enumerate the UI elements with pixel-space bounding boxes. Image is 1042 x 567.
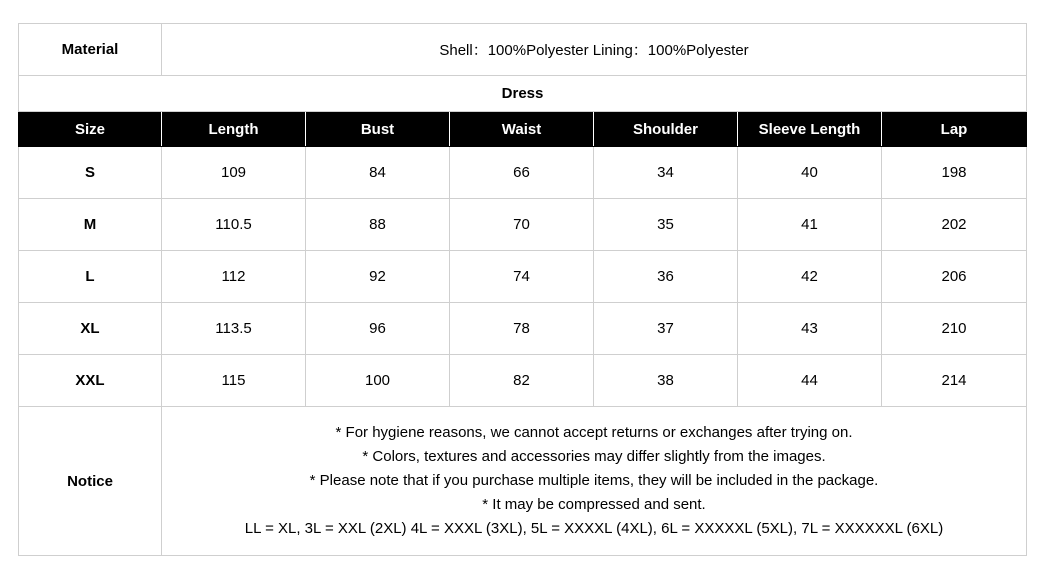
lap-cell: 198 (882, 147, 1027, 199)
material-row (19, 24, 1027, 76)
shoulder-cell: 37 (594, 303, 738, 355)
material-label: Material (19, 24, 162, 76)
bust-cell: 92 (306, 251, 450, 303)
length-cell: 109 (162, 147, 306, 199)
length-cell: 115 (162, 355, 306, 407)
material-value: Shell：100%Polyester Lining：100%Polyester (162, 24, 1027, 76)
lap-cell: 202 (882, 199, 1027, 251)
column-header-waist: Waist (450, 112, 594, 147)
sleeve-length-cell: 41 (738, 199, 882, 251)
sleeve-length-cell: 43 (738, 303, 882, 355)
size-cell: XXL (19, 355, 162, 407)
length-cell: 110.5 (162, 199, 306, 251)
sleeve-length-cell: 44 (738, 355, 882, 407)
size-chart-table (18, 23, 1027, 556)
shoulder-cell: 35 (594, 199, 738, 251)
table-row-s (19, 147, 1027, 199)
table-row-l (19, 251, 1027, 303)
section-title-row (19, 76, 1027, 112)
size-cell: XL (19, 303, 162, 355)
size-cell: M (19, 199, 162, 251)
shoulder-cell: 36 (594, 251, 738, 303)
column-header-shoulder: Shoulder (594, 112, 738, 147)
size-cell: S (19, 147, 162, 199)
table-row-xxl (19, 355, 1027, 407)
waist-cell: 74 (450, 251, 594, 303)
notice-lines (162, 421, 1026, 541)
length-cell: 112 (162, 251, 306, 303)
length-cell: 113.5 (162, 303, 306, 355)
table-header-row (19, 112, 1027, 147)
size-conversion-line: LL = XL, 3L = XXL (2XL) 4L = XXXL (3XL), 5L = XXXXL (4XL), 6L = XXXXXL (5XL), 7L = XXXXXXL (6XL) (244, 520, 944, 537)
shoulder-cell: 38 (594, 355, 738, 407)
column-header-sleeve-length: Sleeve Length (738, 112, 882, 147)
size-cell: L (19, 251, 162, 303)
shoulder-cell: 34 (594, 147, 738, 199)
notice-row (19, 407, 1027, 556)
column-header-bust: Bust (306, 112, 450, 147)
waist-cell: 70 (450, 199, 594, 251)
bust-cell: 88 (306, 199, 450, 251)
column-header-length: Length (162, 112, 306, 147)
sleeve-length-cell: 42 (738, 251, 882, 303)
column-header-size: Size (19, 112, 162, 147)
waist-cell: 82 (450, 355, 594, 407)
bust-cell: 84 (306, 147, 450, 199)
notice-line: * It may be compressed and sent. (482, 496, 706, 513)
lap-cell: 206 (882, 251, 1027, 303)
notice-content (162, 407, 1027, 556)
table-row-m (19, 199, 1027, 251)
waist-cell: 66 (450, 147, 594, 199)
lap-cell: 210 (882, 303, 1027, 355)
notice-line: * Please note that if you purchase multiple items, they will be included in the package. (309, 472, 879, 489)
notice-line: * For hygiene reasons, we cannot accept returns or exchanges after trying on. (335, 424, 853, 441)
section-title: Dress (19, 76, 1027, 112)
sleeve-length-cell: 40 (738, 147, 882, 199)
notice-line: * Colors, textures and accessories may differ slightly from the images. (362, 448, 826, 465)
table-row-xl (19, 303, 1027, 355)
bust-cell: 96 (306, 303, 450, 355)
column-header-lap: Lap (882, 112, 1027, 147)
lap-cell: 214 (882, 355, 1027, 407)
waist-cell: 78 (450, 303, 594, 355)
bust-cell: 100 (306, 355, 450, 407)
notice-label: Notice (19, 407, 162, 556)
